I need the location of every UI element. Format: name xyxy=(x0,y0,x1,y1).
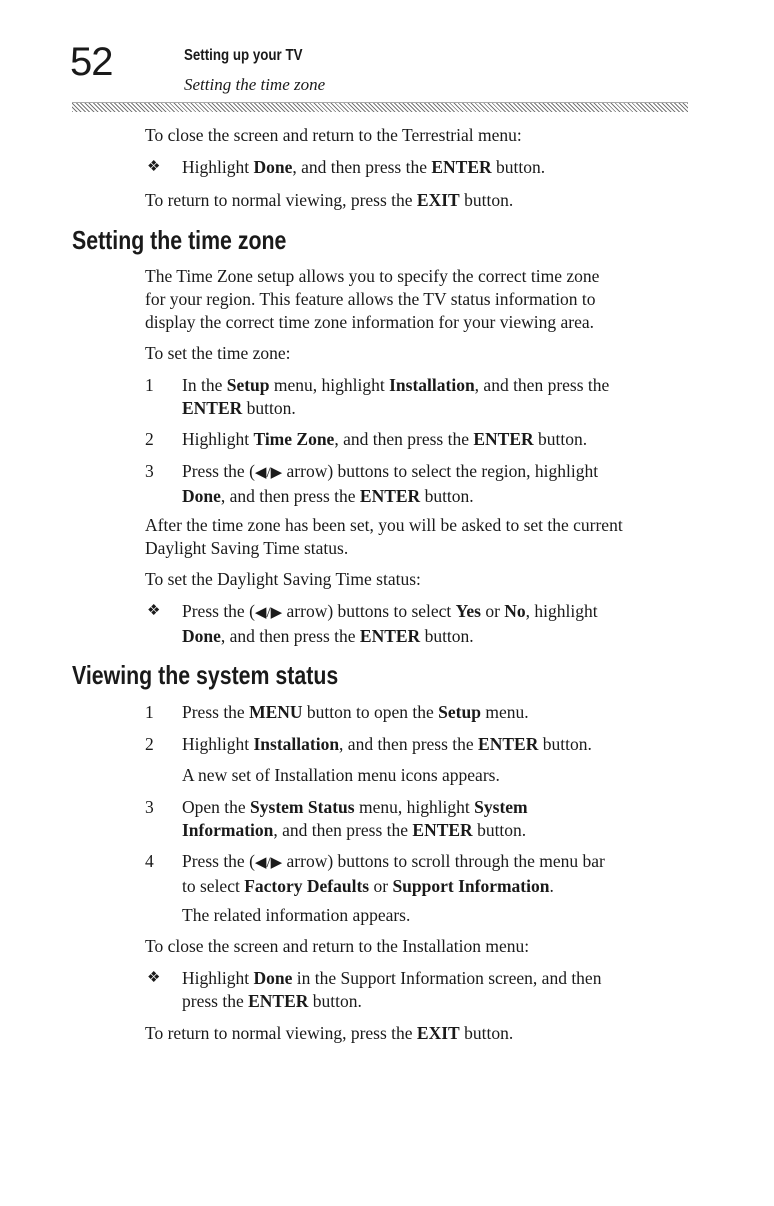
intro-line: The Time Zone setup allows you to specify the correct time zone xyxy=(145,266,600,286)
bold-term: ENTER xyxy=(182,398,243,418)
bold-term: ENTER xyxy=(431,157,492,177)
bold-term: EXIT xyxy=(416,1023,460,1043)
paragraph-close-terrestrial: To close the screen and return to the Terrestrial menu: xyxy=(145,125,522,145)
step-line: Highlight Installation, and then press the ENTER button. xyxy=(182,734,592,754)
bold-term: Installation xyxy=(389,375,475,395)
bold-term: ENTER xyxy=(478,734,539,754)
after-line: Daylight Saving Time status. xyxy=(145,538,349,558)
page-number: 52 xyxy=(70,40,113,84)
step-line: Highlight Time Zone, and then press the ENTER button. xyxy=(182,429,588,449)
bullet-line: Press the (◀/▶ arrow) buttons to select Yes or No, highlight xyxy=(182,601,598,621)
step-line: Open the System Status menu, highlight System xyxy=(182,797,528,817)
bullet-line: press the ENTER button. xyxy=(182,991,362,1011)
step-text xyxy=(182,428,702,451)
paragraph-return-normal: To return to normal viewing, press the EXIT button. xyxy=(145,190,514,210)
header-divider xyxy=(72,102,688,112)
bullet-text xyxy=(182,967,702,1013)
step-line: A new set of Installation menu icons appears. xyxy=(182,765,500,785)
step-number: 1 xyxy=(145,375,154,395)
bold-term: System xyxy=(474,797,528,817)
intro-line: display the correct time zone information for your viewing area. xyxy=(145,312,595,332)
paragraph-time-zone-intro xyxy=(145,265,705,334)
step-number: 4 xyxy=(145,851,154,871)
step-line: Information, and then press the ENTER button. xyxy=(182,820,527,840)
step-number: 2 xyxy=(145,734,154,754)
step-line: Press the (◀/▶ arrow) buttons to scroll through the menu bar xyxy=(182,851,605,871)
bold-term: Done xyxy=(182,626,221,646)
bold-term: Setup xyxy=(226,375,270,395)
left-right-arrow-icon: ◀/▶ xyxy=(254,605,283,621)
step-line: The related information appears. xyxy=(182,905,411,925)
left-right-arrow-icon: ◀/▶ xyxy=(254,465,283,481)
step-number: 3 xyxy=(145,461,154,481)
step-text xyxy=(182,904,702,927)
bold-term: Installation xyxy=(253,734,340,754)
step-text xyxy=(182,701,702,724)
section-subtitle: Setting the time zone xyxy=(184,75,326,94)
paragraph-exit: To return to normal viewing, press the EXIT button. xyxy=(145,1023,514,1043)
bold-term: ENTER xyxy=(359,486,421,506)
bullet-line: Highlight Done in the Support Information screen, and then xyxy=(182,968,602,988)
step-text xyxy=(182,460,702,508)
bullet-icon: ❖ xyxy=(147,603,161,619)
bold-term: Done xyxy=(253,968,293,988)
bold-term: Yes xyxy=(455,601,481,621)
bold-term: EXIT xyxy=(416,190,460,210)
after-line: After the time zone has been set, you will be asked to set the current xyxy=(145,515,623,535)
step-line: to select Factory Defaults or Support Information. xyxy=(182,876,554,896)
step-number: 3 xyxy=(145,797,154,817)
bold-term: Information xyxy=(182,820,274,840)
bold-term: ENTER xyxy=(248,991,309,1011)
bold-term: Done xyxy=(182,486,221,506)
step-line: Press the (◀/▶ arrow) buttons to select the region, highlight xyxy=(182,461,599,481)
bold-term: ENTER xyxy=(473,429,534,449)
step-number: 1 xyxy=(145,702,154,722)
paragraph-set-dst: To set the Daylight Saving Time status: xyxy=(145,569,421,589)
paragraph-close-installation: To close the screen and return to the Installation menu: xyxy=(145,936,530,956)
step-number: 2 xyxy=(145,429,154,449)
bullet-icon: ❖ xyxy=(147,970,161,986)
bullet-text xyxy=(182,600,702,648)
step-text xyxy=(182,764,702,787)
heading-system-status: Viewing the system status xyxy=(72,660,339,690)
bold-term: Factory Defaults xyxy=(244,876,370,896)
bold-term: Support Information xyxy=(392,876,550,896)
intro-line: for your region. This feature allows the TV status information to xyxy=(145,289,596,309)
paragraph-set-time-zone: To set the time zone: xyxy=(145,343,291,363)
heading-time-zone: Setting the time zone xyxy=(72,225,287,255)
chapter-title: Setting up your TV xyxy=(184,47,303,64)
bold-term: ENTER xyxy=(359,626,421,646)
left-right-arrow-icon: ◀/▶ xyxy=(254,855,283,871)
bold-term: System Status xyxy=(250,797,355,817)
bullet-line: Done, and then press the ENTER button. xyxy=(182,626,474,646)
step-text xyxy=(182,374,702,420)
step-line: Press the MENU button to open the Setup menu. xyxy=(182,702,529,722)
bold-term: Setup xyxy=(438,702,481,722)
bold-term: Time Zone xyxy=(253,429,335,449)
bold-term: MENU xyxy=(249,702,303,722)
step-text xyxy=(182,850,702,898)
bullet-text: Highlight Done, and then press the ENTER button. xyxy=(182,157,546,177)
bold-term: No xyxy=(504,601,526,621)
step-line: ENTER button. xyxy=(182,398,296,418)
step-line: Done, and then press the ENTER button. xyxy=(182,486,474,506)
step-text xyxy=(182,796,702,842)
paragraph-after-time-zone xyxy=(145,514,705,560)
bold-term: ENTER xyxy=(412,820,473,840)
step-text xyxy=(182,733,702,756)
step-line: In the Setup menu, highlight Installation, and then press the xyxy=(182,375,610,395)
bullet-icon: ❖ xyxy=(147,159,161,175)
bold-term: Done xyxy=(253,157,293,177)
